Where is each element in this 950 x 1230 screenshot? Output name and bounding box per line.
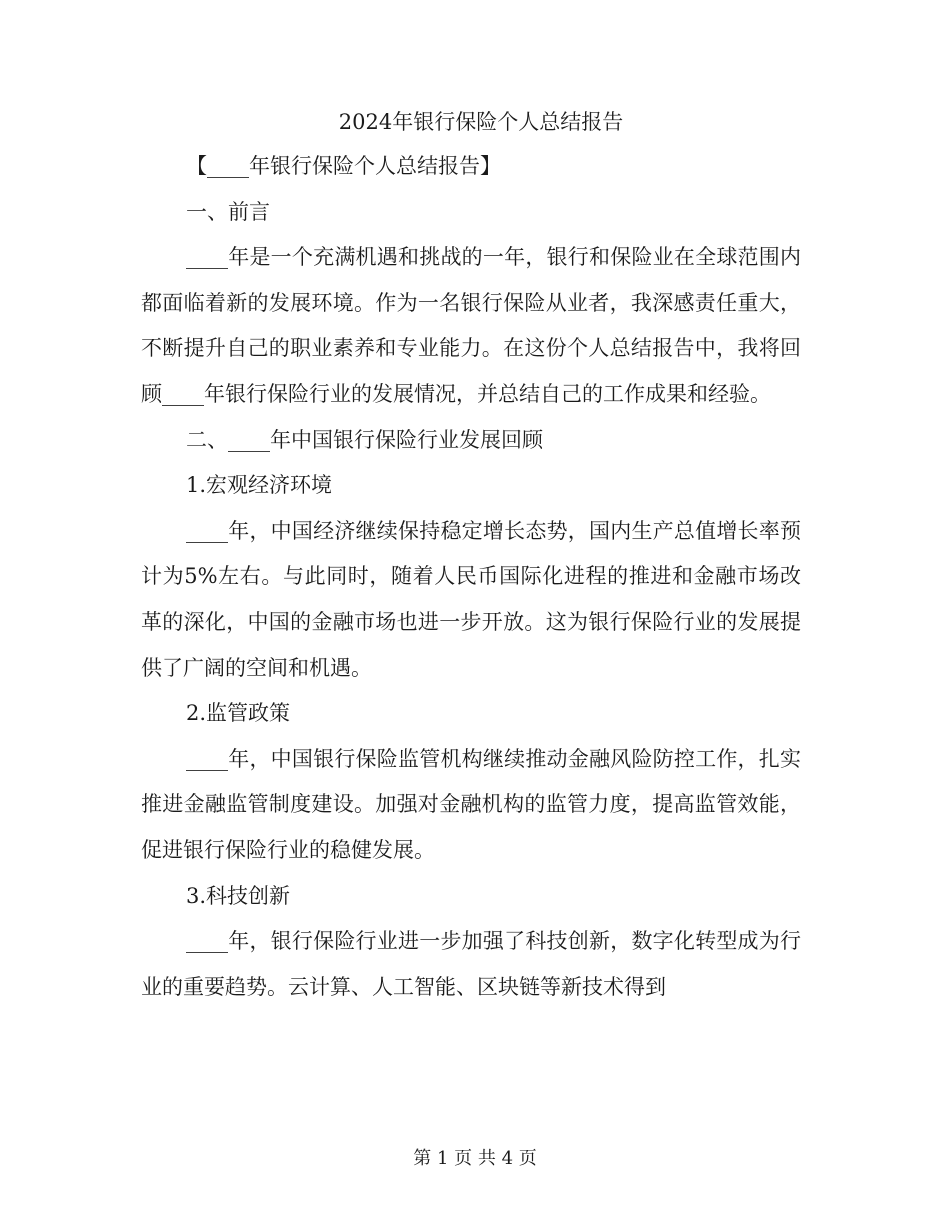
preface-paragraph: ____年是一个充满机遇和挑战的一年，银行和保险业在全球范围内都面临着新的发展环境。作为一名银行保险从业者，我深感责任重大，不断提升自己的职业素养和专业能力。在这份个人总结报告中，我将回顾____年银行保险行业的发展情况，并总结自己的工作成果和经验。 [141, 245, 801, 406]
tech-innovation-paragraph: ____年，银行保险行业进一步加强了科技创新，数字化转型成为行业的重要趋势。云计算、人工智能、区块链等新技术得到 [141, 929, 801, 999]
subheading-macro-economy: 1.宏观经济环境 [186, 473, 333, 498]
regulation-paragraph: ____年，中国银行保险监管机构继续推动金融风险防控工作，扎实推进金融监管制度建设。加强对金融机构的监管力度，提高监管效能，促进银行保险行业的稳健发展。 [141, 746, 801, 862]
section-heading-review: 二、____年中国银行保险行业发展回顾 [186, 427, 543, 452]
page-number-footer: 第 1 页 共 4 页 [413, 1148, 537, 1169]
subheading-tech-innovation: 3.科技创新 [186, 883, 291, 908]
subtitle-paragraph: 【____年银行保险个人总结报告】 [186, 154, 501, 178]
subheading-regulation: 2.监管政策 [186, 701, 291, 726]
macro-economy-paragraph: ____年，中国经济继续保持稳定增长态势，国内生产总值增长率预计为5%左右。与此同时，随着人民币国际化进程的推进和金融市场改革的深化，中国的金融市场也进一步开放。这为银行保险行业的发展提供了广阔的空间和机遇。 [141, 518, 801, 680]
document-body [141, 100, 801, 1010]
document-title: 2024年银行保险个人总结报告 [338, 110, 624, 134]
section-heading-preface: 一、前言 [186, 199, 270, 224]
